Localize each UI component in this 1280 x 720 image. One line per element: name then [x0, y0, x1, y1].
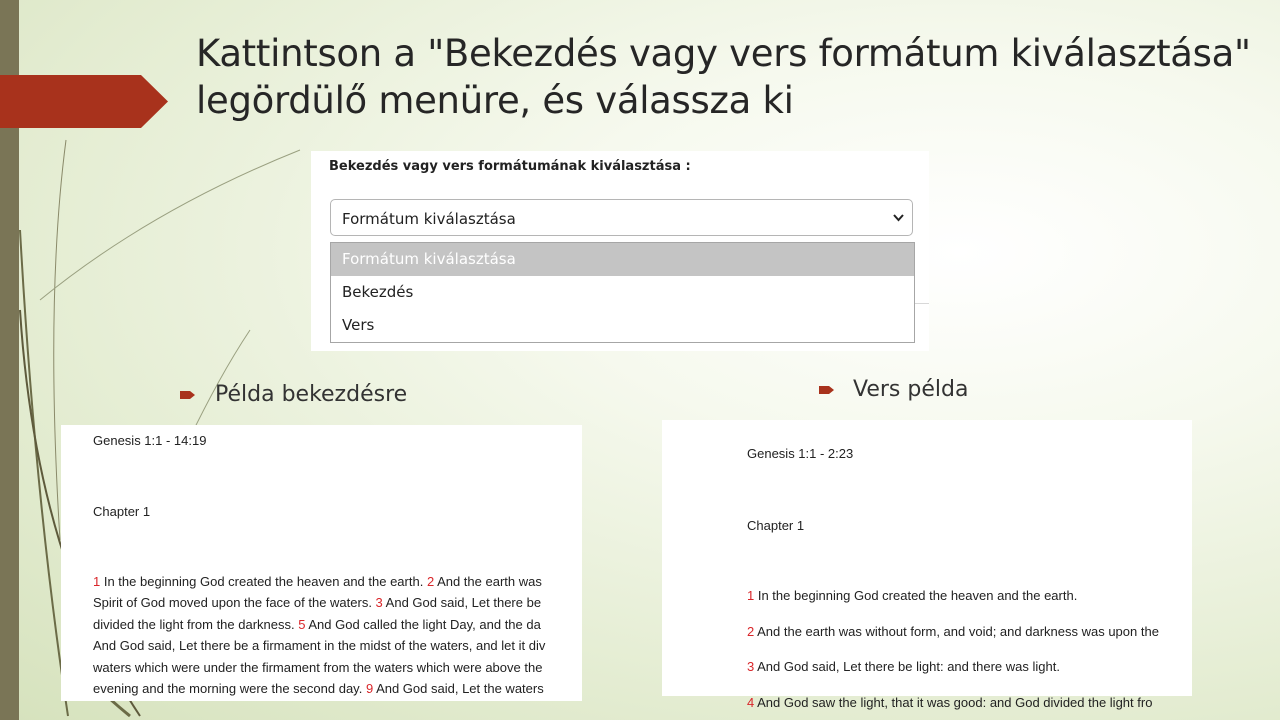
verse-text: In the beginning God created the heaven and the earth.: [754, 588, 1078, 603]
verse-number: 9: [365, 681, 374, 696]
format-select-label: Bekezdés vagy vers formátumának kiválasztása :: [329, 159, 691, 174]
verse-text: And God said, Let there be a firmament in the midst of the waters, and let it div: [93, 638, 546, 654]
paragraph-line: [93, 638, 545, 653]
verse-text: waters which were under the firmament from the waters which were above the: [93, 659, 543, 675]
format-select-value: Formátum kiválasztása: [342, 210, 516, 228]
divider: [915, 303, 929, 304]
paragraph-line: [93, 574, 542, 589]
paragraph-line: [93, 595, 541, 610]
option-paragraph[interactable]: Bekezdés: [342, 283, 414, 301]
verse-text: And the earth was: [434, 574, 542, 589]
verse-doc-reference: Genesis 1:1 - 2:23: [747, 446, 854, 461]
verse-text: Spirit of God moved upon the face of the waters.: [93, 595, 376, 611]
paragraph-example-bullet: Példa bekezdésre: [215, 382, 408, 407]
verse-example-bullet: Vers példa: [853, 377, 969, 402]
option-verse[interactable]: Vers: [342, 316, 375, 334]
verse-line: [747, 624, 1159, 639]
verse-doc-chapter: Chapter 1: [747, 518, 805, 533]
verse-line: [747, 695, 1152, 710]
verse-number: 4: [747, 694, 755, 710]
verse-line: [747, 659, 1060, 674]
verse-text: And God said, Let there be: [382, 595, 542, 611]
slide-title: Kattintson a "Bekezdés vagy vers formátum kiválasztása" legördülő menüre, és válassza ki: [196, 32, 1251, 122]
verse-number: 2: [747, 623, 755, 639]
verse-number: 1: [747, 588, 755, 603]
paragraph-line: [93, 681, 544, 696]
verse-text: And God said, Let the waters: [373, 681, 544, 696]
format-select-panel: [311, 151, 929, 351]
format-dropdown-list: [330, 242, 915, 343]
paragraph-example-document: [61, 425, 582, 701]
verse-text: In the beginning God created the heaven and the earth.: [100, 574, 427, 589]
paragraph-line: [93, 617, 541, 632]
verse-text: And God saw the light, that it was good: and God divided the light fro: [754, 694, 1153, 710]
paragraph-line: [93, 660, 542, 675]
bullet-arrow-icon: [819, 385, 835, 395]
verse-number: 5: [298, 616, 306, 632]
slide-arrow-icon: [0, 75, 168, 128]
verse-text: And God called the light Day, and the da: [305, 616, 541, 632]
verse-example-document: [662, 420, 1192, 710]
option-format-placeholder[interactable]: Formátum kiválasztása: [331, 243, 914, 276]
verse-text: evening and the morning were the second day.: [93, 681, 366, 696]
paragraph-doc-chapter: Chapter 1: [93, 504, 151, 519]
paragraph-doc-reference: Genesis 1:1 - 14:19: [93, 433, 207, 448]
bullet-arrow-icon: [180, 390, 196, 400]
verse-line: [747, 588, 1077, 603]
format-select[interactable]: [330, 199, 913, 236]
verse-number: 3: [375, 595, 383, 611]
verse-number: 1: [93, 574, 101, 589]
verse-text: divided the light from the darkness.: [93, 616, 299, 632]
chevron-down-icon: [893, 213, 904, 222]
verse-text: And God said, Let there be light: and there was light.: [754, 659, 1060, 674]
verse-number: 2: [426, 574, 435, 589]
verse-number: 3: [747, 659, 755, 674]
verse-text: And the earth was without form, and void; and darkness was upon the: [754, 623, 1159, 639]
